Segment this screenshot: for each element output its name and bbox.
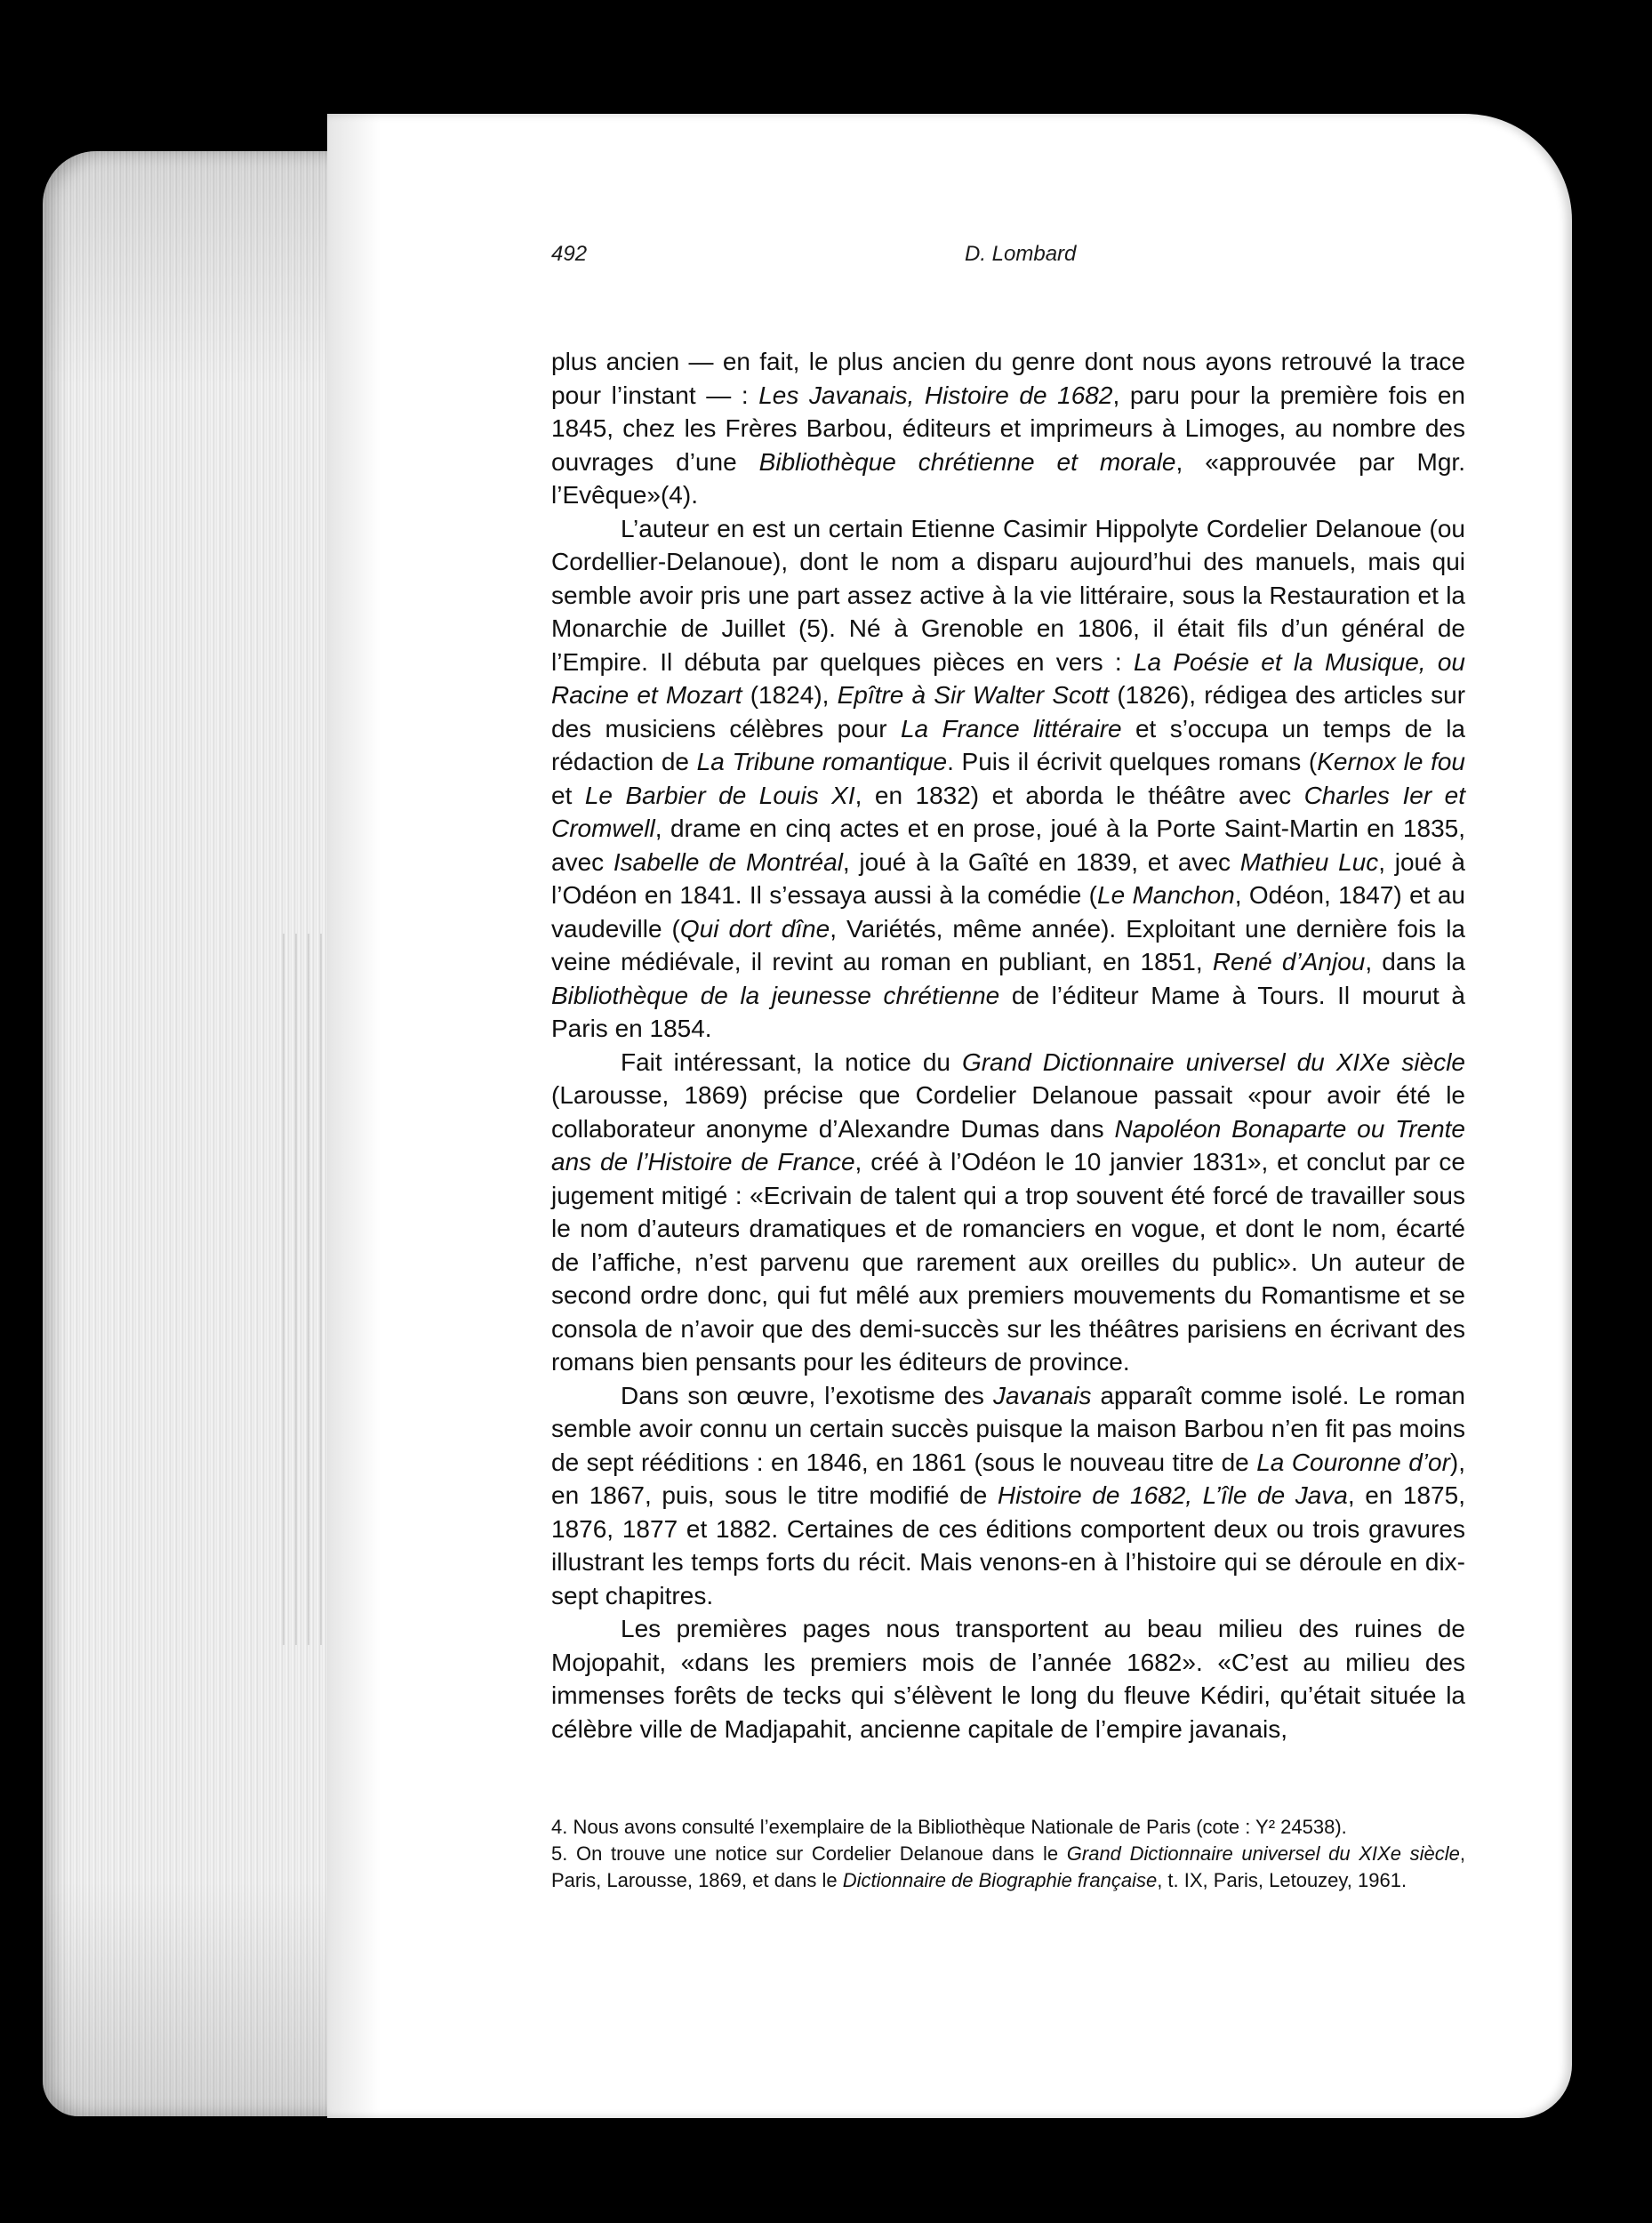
text-run: apparaît comme isolé. Le roman semble avoir connu un certain succès puisque la maison Barbou n’en fit pas moins de sept rééditions : en 1846, en 1861 (sous le nouveau titre de xyxy=(551,1381,1465,1476)
text-run: Les premières pages nous transportent au beau milieu des ruines de Mojopahit, «dans les premiers mois de l’année 1682». «C’est au milieu des immenses forêts de tecks qui s’élèvent le long du fleuve Kédiri, qu’était située la célèbre ville de Madjapahit, ancienne capitale de l’empire javanais, xyxy=(551,1615,1465,1743)
italic-title-run: La Tribune romantique xyxy=(696,748,948,775)
text-run: de l’éditeur Mame à Tours. Il mourut à Paris en 1854. xyxy=(551,981,1465,1042)
text-run: Fait intéressant, la notice du xyxy=(621,1047,962,1076)
text-run: , dans la xyxy=(1365,948,1465,975)
footnotes xyxy=(551,1814,1465,1894)
text-run: , Paris, Larousse, 1869, et dans le xyxy=(551,1842,1465,1891)
text-run: ), en 1867, puis, sous le titre modifié de xyxy=(551,1448,1465,1509)
text-run: , en 1875, 1876, 1877 et 1882. Certaines de ces éditions comportent deux ou trois gravures illustrant les temps forts du récit. Mais venons-en à l’histoire qui se déroule en dix-sept chapitres. xyxy=(551,1481,1465,1609)
text-run: , drame en cinq actes et en prose, joué à la Porte Saint-Martin en 1835, avec xyxy=(551,815,1465,876)
body-paragraph xyxy=(551,512,1465,1046)
page-number: 492 xyxy=(551,242,588,266)
body-paragraph xyxy=(551,1379,1465,1613)
text-run: (Larousse, 1869) précise que Cordelier Delanoue passait «pour avoir été le collaborateur anonyme d’Alexandre Dumas dans xyxy=(551,1081,1465,1143)
text-run: , paru pour la première fois en 1845, chez les Frères Barbou, éditeurs et imprimeurs à Limoges, au nombre des ouvrages d’une xyxy=(551,381,1465,476)
footnote xyxy=(551,1841,1465,1894)
italic-title-run: Qui dort dîne xyxy=(679,914,830,943)
italic-title-run: Bibliothèque de la jeunesse chrétienne xyxy=(551,981,1000,1009)
page-edges xyxy=(43,151,336,2116)
italic-title-run: Le Barbier de Louis XI xyxy=(584,781,855,809)
italic-title-run: Napoléon Bonaparte ou Trente ans de l’Histoire de France xyxy=(551,1114,1465,1176)
text-run: , joué à la Gaîté en 1839, et avec xyxy=(842,847,1240,876)
italic-title-run: La Couronne d’or xyxy=(1256,1448,1450,1476)
italic-title-run: Grand Dictionnaire universel du XIXe siècle xyxy=(1066,1842,1460,1865)
footnote xyxy=(551,1814,1465,1841)
body-paragraph xyxy=(551,1046,1465,1379)
body-text xyxy=(551,345,1465,1745)
text-run: , en 1832) et aborda le théâtre avec xyxy=(854,781,1304,809)
italic-title-run: Charles Ier et Cromwell xyxy=(551,781,1466,842)
italic-title-run: Les Javanais, Histoire de 1682 xyxy=(758,381,1113,409)
text-run: et s’occupa un temps de la rédaction de xyxy=(551,714,1466,775)
italic-title-run: La Poésie et la Musique, ou Racine et Mozart xyxy=(551,647,1465,709)
italic-title-run: La France littéraire xyxy=(900,714,1122,742)
text-run: , «approuvée par Mgr. l’Evêque»(4). xyxy=(551,447,1465,509)
text-run: L’auteur en est un certain Etienne Casimir Hippolyte Cordelier Delanoue (ou Cordellier-Delanoue), dont le nom a disparu aujourd’hui des manuels, mais qui semble avoir pris une part assez active à la vie littéraire, sous la Restauration et la Monarchie de Juillet (5). Né à Grenoble en 1806, il était fils d’un général de l’Empire. Il débuta par quelques pièces en vers : xyxy=(551,514,1465,676)
gutter-shadow xyxy=(327,114,381,2118)
text-run: plus ancien — en fait, le plus ancien du genre dont nous ayons retrouvé la trace pour l’instant — : xyxy=(551,348,1465,409)
text-run: et xyxy=(551,781,585,809)
text-run: 5. On trouve une notice sur Cordelier Delanoue dans le xyxy=(551,1842,1067,1865)
italic-title-run: Epître à Sir Walter Scott xyxy=(837,681,1110,709)
italic-title-run: Grand Dictionnaire universel du XIXe siècle xyxy=(961,1047,1465,1076)
body-paragraph xyxy=(551,345,1465,512)
text-run: Dans son œuvre, l’exotisme des xyxy=(621,1381,993,1409)
text-run: . Puis il écrivit quelques romans ( xyxy=(947,748,1318,775)
body-paragraph xyxy=(551,1612,1465,1745)
text-run: (1826), rédigea des articles sur des musiciens célèbres pour xyxy=(551,681,1466,742)
italic-title-run: Isabelle de Montréal xyxy=(613,847,843,876)
text-run: , Odéon, 1847) et au vaudeville ( xyxy=(551,881,1466,943)
page-header xyxy=(551,242,1467,277)
italic-title-run: Le Manchon xyxy=(1097,881,1235,909)
text-run: , Variétés, même année). Exploitant une dernière fois la veine médiévale, il revint au roman en publiant, en 1851, xyxy=(551,914,1465,975)
italic-title-run: René d’Anjou xyxy=(1212,948,1366,975)
italic-title-run: Mathieu Luc xyxy=(1239,847,1379,876)
text-run: , créé à l’Odéon le 10 janvier 1831», et conclut par ce jugement mitigé : «Ecrivain de talent qui a trop souvent été forcé de travailler sous le nom d’auteurs dramatiques et de romanciers en vogue, et dont le nom, écarté de l’affiche, n’est parvenu que rarement aux oreilles du public». Un auteur de second ordre donc, qui fut mêlé aux premiers mouvements du Romantisme et se consola de n’avoir que des demi-succès sur les théâtres parisiens en écrivant des romans bien pensants pour les éditeurs de province. xyxy=(551,1148,1465,1376)
italic-title-run: Kernox le fou xyxy=(1317,748,1465,775)
italic-title-run: Dictionnaire de Biographie française xyxy=(842,1869,1158,1891)
running-head: D. Lombard xyxy=(965,242,1077,266)
italic-title-run: Javanais xyxy=(992,1381,1092,1409)
text-run: , joué à l’Odéon en 1841. Il s’essaya aussi à la comédie ( xyxy=(551,847,1465,909)
text-run: 4. Nous avons consulté l’exemplaire de la Bibliothèque Nationale de Paris (cote : Y² 24538). xyxy=(551,1816,1347,1838)
italic-title-run: Histoire de 1682, L’île de Java xyxy=(997,1481,1348,1509)
text-run: (1824), xyxy=(742,681,838,709)
italic-title-run: Bibliothèque chrétienne et morale xyxy=(758,447,1176,476)
text-run: , t. IX, Paris, Letouzey, 1961. xyxy=(1157,1869,1407,1891)
